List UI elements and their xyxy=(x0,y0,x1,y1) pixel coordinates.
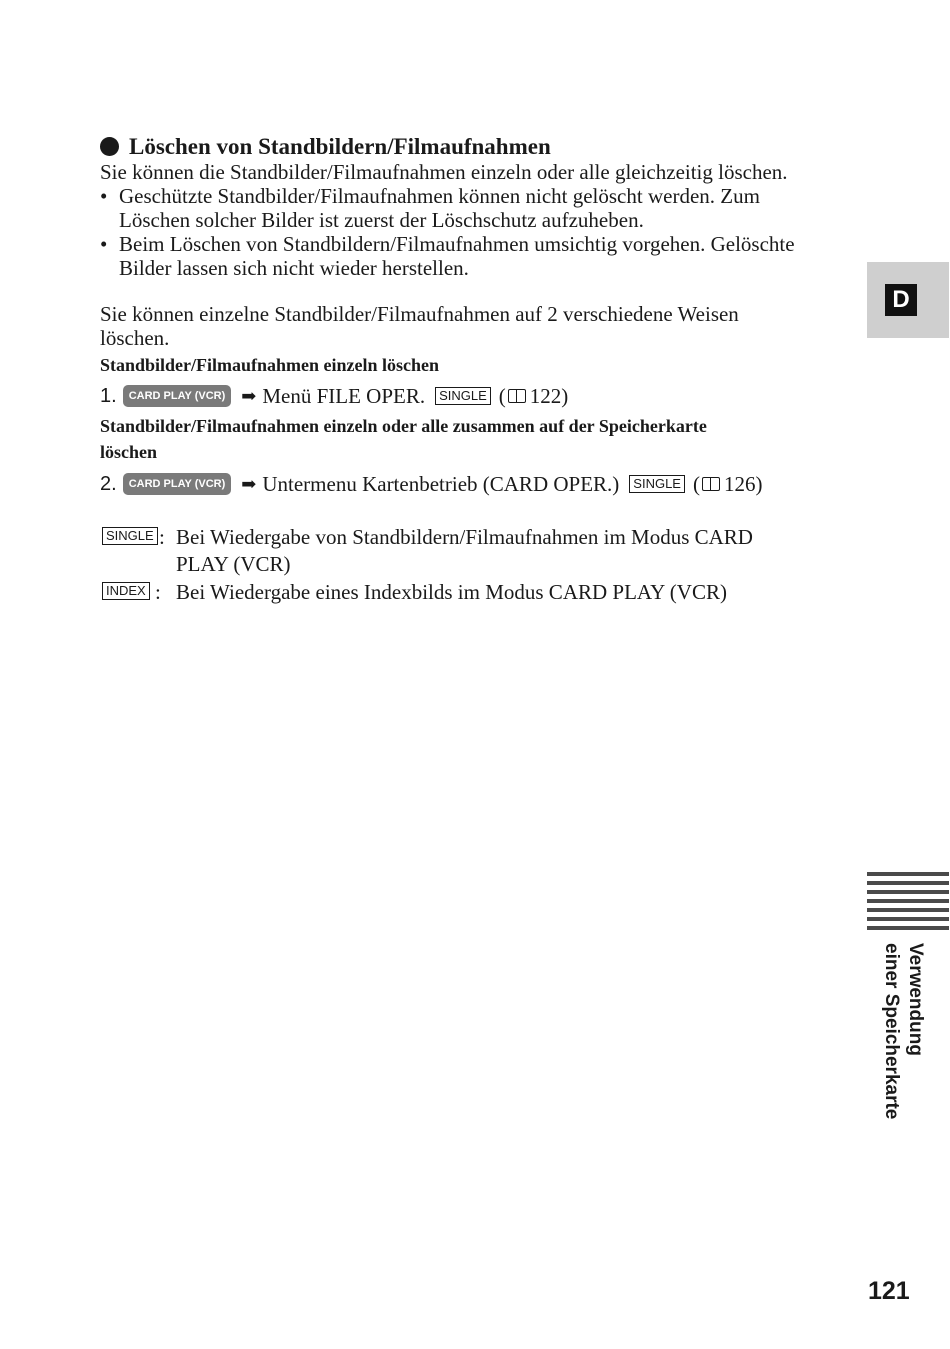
step-number: 2. xyxy=(100,473,117,495)
subheading-all-line-2: löschen xyxy=(100,442,158,462)
subheading-single: Standbilder/Filmaufnahmen einzeln löschen xyxy=(100,355,440,375)
chapter-side-label xyxy=(867,943,927,1143)
bullet-mark: • xyxy=(100,184,108,208)
page-reference: 126) xyxy=(723,472,763,496)
subheading-all-line-1: Standbilder/Filmaufnahmen einzeln oder alle zusammen auf der Speicherkarte xyxy=(100,416,707,436)
section-stripe xyxy=(867,890,949,894)
step-1 xyxy=(100,383,568,409)
legend-label-index: INDEX xyxy=(102,582,150,600)
single-mode-label: SINGLE xyxy=(435,387,491,405)
right-arrow-icon: ➡ xyxy=(241,386,257,406)
section-stripe xyxy=(867,908,949,912)
right-arrow-icon: ➡ xyxy=(241,474,257,494)
language-tab-letter: D xyxy=(885,284,917,316)
card-play-vcr-button: CARD PLAY (VCR) xyxy=(123,385,232,407)
book-icon xyxy=(702,477,720,491)
bullet-1-line-2: Löschen solcher Bilder ist zuerst der Löschschutz aufzuheben. xyxy=(119,208,644,232)
step-2 xyxy=(100,471,762,497)
intro-text: Sie können die Standbilder/Filmaufnahmen einzeln oder alle gleichzeitig löschen. xyxy=(100,160,788,184)
single-mode-label: SINGLE xyxy=(629,475,685,493)
ref-open: ( xyxy=(498,384,506,408)
legend-colon: : xyxy=(159,525,165,549)
legend-colon: : xyxy=(155,580,161,604)
page-reference: 122) xyxy=(529,384,569,408)
filled-circle-icon xyxy=(100,137,119,156)
section-stripe xyxy=(867,881,949,885)
section-stripe xyxy=(867,899,949,903)
page-number: 121 xyxy=(868,1277,910,1305)
paragraph-line-2: löschen. xyxy=(100,326,170,350)
step-text: Menü FILE OPER. xyxy=(262,384,426,408)
bullet-1-line-1: Geschützte Standbilder/Filmaufnahmen können nicht gelöscht werden. Zum xyxy=(119,184,760,208)
heading-text: Löschen von Standbildern/Filmaufnahmen xyxy=(129,134,551,159)
ref-open: ( xyxy=(692,472,700,496)
step-number: 1. xyxy=(100,385,117,407)
legend-single-line-1: Bei Wiedergabe von Standbildern/Filmaufnahmen im Modus CARD xyxy=(176,525,753,549)
section-stripe xyxy=(867,917,949,921)
bullet-2-line-2: Bilder lassen sich nicht wieder herstellen. xyxy=(119,256,469,280)
bullet-list xyxy=(0,184,860,280)
paragraph-line-1: Sie können einzelne Standbilder/Filmaufnahmen auf 2 verschiedene Weisen xyxy=(100,302,739,326)
language-tab xyxy=(867,262,949,338)
step-text: Untermenu Kartenbetrieb (CARD OPER.) xyxy=(262,472,620,496)
section-stripe xyxy=(867,872,949,876)
book-icon xyxy=(508,389,526,403)
section-stripe xyxy=(867,926,949,930)
legend-label-single: SINGLE xyxy=(102,527,158,545)
section-heading xyxy=(100,133,551,161)
bullet-mark: • xyxy=(100,232,108,256)
legend-index-line-1: Bei Wiedergabe eines Indexbilds im Modus CARD PLAY (VCR) xyxy=(176,580,727,604)
card-play-vcr-button: CARD PLAY (VCR) xyxy=(123,473,232,495)
chapter-side-label-line-2: einer Speicherkarte xyxy=(881,943,902,1120)
legend-single-line-2: PLAY (VCR) xyxy=(176,552,291,576)
bullet-2-line-1: Beim Löschen von Standbildern/Filmaufnahmen umsichtig vorgehen. Gelöschte xyxy=(119,232,795,256)
chapter-side-label-line-1: Verwendung xyxy=(905,943,926,1056)
